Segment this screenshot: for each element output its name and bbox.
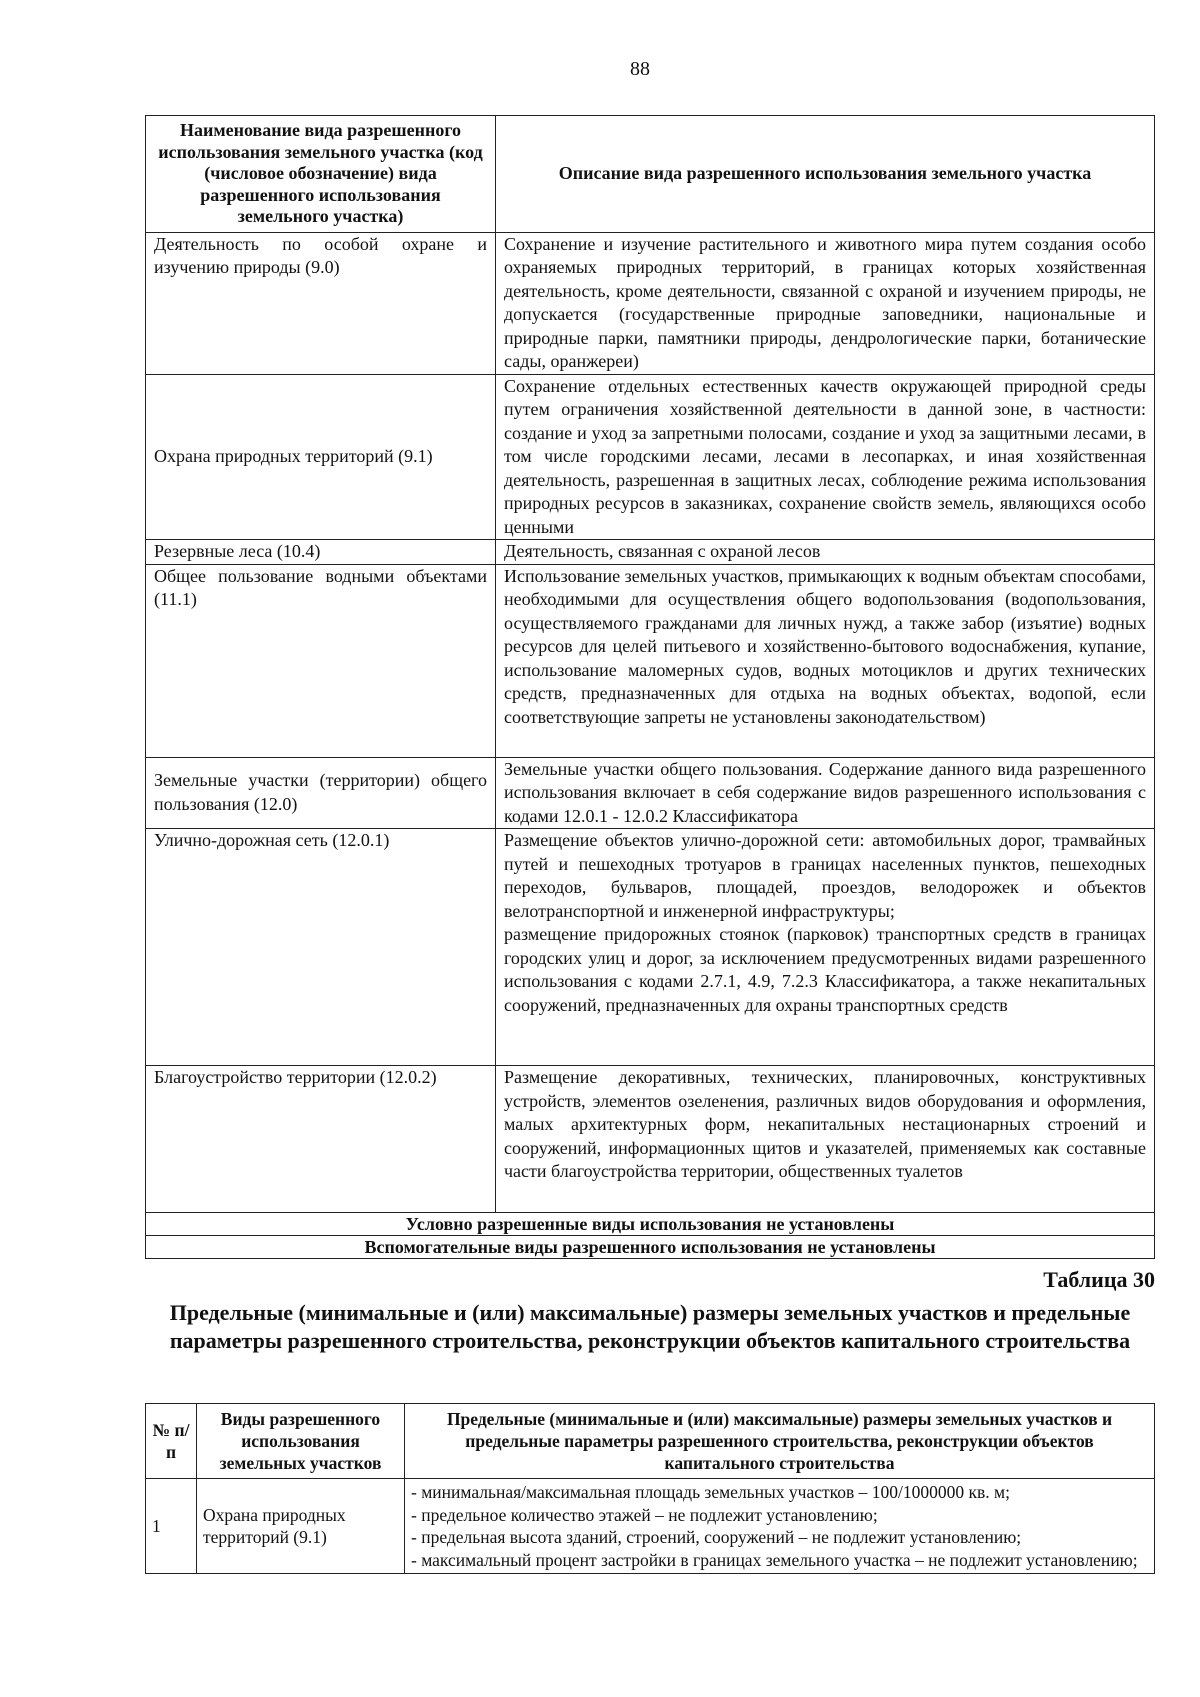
use-description-cell: Размещение декоративных, технических, планировочных, конструктивных устройств, элементов озеленения, различных видов оборудования и оформления, малых архитектурных форм, некапитальных нестационарных строений и сооружений, информационных щитов и указателей, применяемых как составные части благоустройства территории, общественных туалетов bbox=[496, 1066, 1155, 1213]
row-parameters bbox=[405, 1479, 1155, 1574]
header-use-description: Описание вида разрешенного использования земельного участка bbox=[496, 116, 1155, 233]
table-row bbox=[146, 540, 1155, 565]
auxiliary-uses-row bbox=[146, 1236, 1155, 1259]
table-row bbox=[146, 1066, 1155, 1213]
use-name-cell: Благоустройство территории (12.0.2) bbox=[146, 1066, 496, 1213]
header-parameters: Предельные (минимальные и (или) максимальные) размеры земельных участков и предельные параметры разрешенного строительства, реконструкции объектов капитального строительства bbox=[405, 1404, 1155, 1479]
row-number: 1 bbox=[146, 1479, 197, 1574]
parameters-table bbox=[145, 1403, 1155, 1574]
use-description-cell: Сохранение отдельных естественных качеств окружающей природной среды путем ограничения хозяйственной деятельности в данной зоне, в частности: создание и уход за запретными полосами, создание и уход за защитными лесами, в том числе городскими лесами, лесами в лесопарках, и иная хозяйственная деятельность, разрешенная в защитных лесах, соблюдение режима использования природных ресурсов в заказниках, сохранение свойств земель, являющихся особо ценными bbox=[496, 374, 1155, 540]
use-name-cell: Земельные участки (территории) общего пользования (12.0) bbox=[146, 757, 496, 829]
table-row bbox=[146, 374, 1155, 540]
use-description-cell: Земельные участки общего пользования. Содержание данного вида разрешенного использования включает в себя содержание видов разрешенного использования с кодами 12.0.1 - 12.0.2 Классификатора bbox=[496, 757, 1155, 829]
auxiliary-uses-note: Вспомогательные виды разрешенного использования не установлены bbox=[146, 1236, 1155, 1259]
use-name-cell: Деятельность по особой охране и изучению природы (9.0) bbox=[146, 232, 496, 374]
table-title: Предельные (минимальные и (или) максимальные) размеры земельных участков и предельные параметры разрешенного строительства, реконструкции объектов капитального строительства bbox=[169, 1300, 1131, 1353]
conditional-uses-row bbox=[146, 1213, 1155, 1236]
table-header-row bbox=[146, 116, 1155, 233]
table-row bbox=[146, 564, 1155, 757]
use-name-cell: Охрана природных территорий (9.1) bbox=[146, 374, 496, 540]
table-row bbox=[146, 232, 1155, 374]
parameter-item: - предельная высота зданий, строений, сооружений – не подлежит установлению; bbox=[411, 1527, 1022, 1547]
use-description-cell: Сохранение и изучение растительного и животного мира путем создания особо охраняемых природных территорий, в границах которых хозяйственная деятельность, кроме деятельности, связанной с охраной и изучением природы, не допускается (государственные природные заповедники, национальные и природные парки, памятники природы, дендрологические парки, ботанические сады, оранжереи) bbox=[496, 232, 1155, 374]
parameter-item: - минимальная/максимальная площадь земельных участков – 100/1000000 кв. м; bbox=[411, 1482, 1010, 1502]
header-use-name: Наименование вида разрешенного использования земельного участка (код (числовое обозначение) вида разрешенного использования земельного участка) bbox=[146, 116, 496, 233]
use-description-part: Размещение объектов улично-дорожной сети: автомобильных дорог, трамвайных путей и пешеходных тротуаров в границах населенных пунктов, пешеходных переходов, бульваров, площадей, проездов, велодорожек и объектов велотранспортной и инженерной инфраструктуры; bbox=[504, 830, 1146, 921]
row-use-kind: Охрана природных территорий (9.1) bbox=[197, 1479, 405, 1574]
page-number: 88 bbox=[630, 58, 650, 80]
use-name-cell: Общее пользование водными объектами (11.1) bbox=[146, 564, 496, 757]
parameter-item: - максимальный процент застройки в границах земельного участка – не подлежит установлению; bbox=[411, 1549, 1138, 1570]
use-description-part: размещение придорожных стоянок (парковок) транспортных средств в границах городских улиц и дорог, за исключением предусмотренных видами разрешенного использования с кодами 2.7.1, 4.9, 7.2.3 Классификатора, а также некапитальных сооружений, предназначенных для охраны транспортных средств bbox=[504, 924, 1146, 1015]
table-30-caption bbox=[145, 1267, 1155, 1355]
table-row bbox=[146, 829, 1155, 1066]
use-name-cell: Улично-дорожная сеть (12.0.1) bbox=[146, 829, 496, 1066]
table-row bbox=[146, 1479, 1155, 1574]
use-description-cell: Деятельность, связанная с охраной лесов bbox=[496, 540, 1155, 565]
conditional-uses-note: Условно разрешенные виды использования не установлены bbox=[146, 1213, 1155, 1236]
permitted-use-table bbox=[145, 115, 1155, 1259]
parameter-item: - предельное количество этажей – не подлежит установлению; bbox=[411, 1504, 878, 1525]
table-number: Таблица 30 bbox=[1043, 1267, 1155, 1292]
use-description-cell: Использование земельных участков, примыкающих к водным объектам способами, необходимыми для осуществления общего водопользования (водопользования, осуществляемого гражданами для личных нужд, а также забор (изъятие) водных ресурсов для целей питьевого и хозяйственно-бытового водоснабжения, купание, использование маломерных судов, водных мотоциклов и других технических средств, предназначенных для отдыха на водных объектах, водопой, если соответствующие запреты не установлены законодательством) bbox=[496, 564, 1155, 757]
table-header-row bbox=[146, 1404, 1155, 1479]
header-use-kind: Виды разрешенного использования земельных участков bbox=[197, 1404, 405, 1479]
use-description-cell bbox=[496, 829, 1155, 1066]
use-name-cell: Резервные леса (10.4) bbox=[146, 540, 496, 565]
header-number: № п/п bbox=[146, 1404, 197, 1479]
table-row bbox=[146, 757, 1155, 829]
